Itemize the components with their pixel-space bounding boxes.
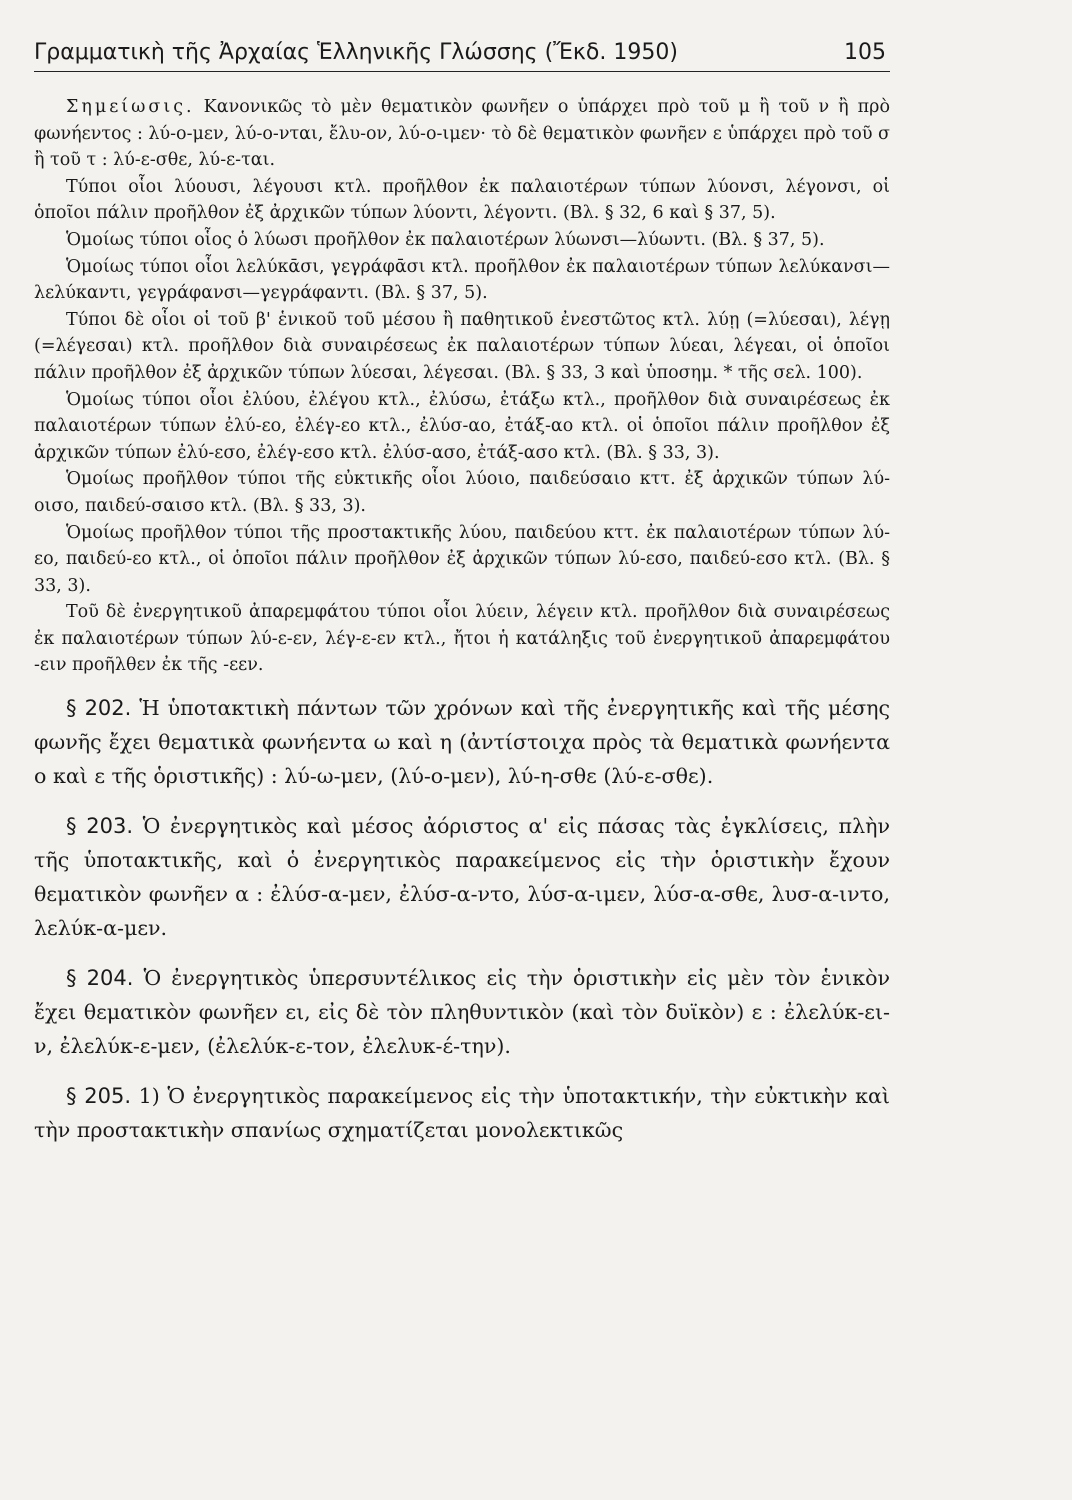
header-title: Γραμματικὴ τῆς Ἀρχαίας Ἑλληνικῆς Γλώσσης (Ἔκδ. 1950) [34, 40, 678, 65]
section-number: § 205. [66, 1084, 131, 1109]
page-number: 105 [844, 40, 886, 65]
section-202: § 202. Ἡ ὑποτακτικὴ πάντων τῶν χρόνων καὶ τῆς ἐνεργητικῆς καὶ τῆς μέσης φωνῆς ἔχει θεματικὰ φωνήεντα ω καὶ η (ἀντίστοιχα πρὸς τὰ θεματικὰ φωνήεντα ο καὶ ε τῆς ὁριστικῆς) : λύ-ω-μεν, (λύ-ο-μεν), λύ-η-σθε (λύ-ε-σθε). [34, 696, 891, 789]
main-text [34, 691, 890, 1147]
note-paragraph: Τοῦ δὲ ἐνεργητικοῦ ἀπαρεμφάτου τύποι οἷοι λύειν, λέγειν κτλ. προῆλθον διὰ συναιρέσεως ἐκ παλαιοτέρων τύπων λύ-ε-εν, λέγ-ε-εν κτλ., ἤτοι ἡ κατάληξις τοῦ ἐνεργητικοῦ ἀπαρεμφάτου -ειν προῆλθεν ἐκ τῆς -εεν. [34, 602, 890, 676]
note-paragraph: Ὁμοίως τύποι οἷοι ἐλύου, ἐλέγου κτλ., ἐλύσω, ἐτάξω κτλ., προῆλθον διὰ συναιρέσεως ἐκ παλαιοτέρων τύπων ἐλύ-εο, ἐλέγ-εο κτλ., ἐλύσ-αο, ἐτάξ-αο κτλ. οἱ ὁποῖοι πάλιν προῆλθον ἐξ ἀρχικῶν τύπων ἐλύ-εσο, ἐλέγ-εσο κτλ. ἐλύσ-ασο, ἐτάξ-ασο κτλ. (Βλ. § 33, 3). [34, 389, 890, 463]
section-number: § 204. [66, 966, 134, 991]
note-paragraph: Ὁμοίως τύποι οἷοι λελύκᾱσι, γεγράφᾱσι κτλ. προῆλθον ἐκ παλαιοτέρων τύπων λελύκανσι—λελύκαντι, γεγράφανσι—γεγράφαντι. (Βλ. § 37, 5). [34, 256, 890, 304]
section-number: § 202. [66, 696, 132, 721]
note-paragraph: Σημείωσις. Κανονικῶς τὸ μὲν θεματικὸν φωνῆεν ο ὑπάρχει πρὸ τοῦ μ ἢ τοῦ ν ἢ πρὸ φωνήεντος : λύ-ο-μεν, λύ-ο-νται, ἔλυ-ον, λύ-ο-ιμεν· τὸ δὲ θεματικὸν φωνῆεν ε ὑπάρχει πρὸ τοῦ σ ἢ τοῦ τ : λύ-ε-σθε, λύ-ε-ται. [34, 97, 890, 171]
note-block [34, 94, 890, 679]
note-paragraph: Τύποι δὲ οἷοι οἱ τοῦ β' ἑνικοῦ τοῦ μέσου ἢ παθητικοῦ ἐνεστῶτος κτλ. λύῃ (=λύεσαι), λέγῃ (=λέγεσαι) κτλ. προῆλθον διὰ συναιρέσεως ἐκ παλαιοτέρων τύπων λύεαι, λέγεαι, οἱ ὁποῖοι πάλιν προῆλθον ἐξ ἀρχικῶν τύπων λύεσαι, λέγεσαι. (Βλ. § 33, 3 καὶ ὑποσημ. * τῆς σελ. 100). [34, 309, 890, 383]
section-203: § 203. Ὁ ἐνεργητικὸς καὶ μέσος ἀόριστος α' εἰς πάσας τὰς ἐγκλίσεις, πλὴν τῆς ὑποτακτικῆς, καὶ ὁ ἐνεργητικὸς παρακείμενος εἰς τὴν ὁριστικὴν ἔχουν θεματικὸν φωνῆεν α : ἐλύσ-α-μεν, ἐλύσ-α-ντο, λύσ-α-ιμεν, λύσ-α-σθε, λυσ-α-ιντο, λελύκ-α-μεν. [34, 814, 891, 941]
note-paragraph: Ὁμοίως προῆλθον τύποι τῆς προστακτικῆς λύου, παιδεύου κττ. ἐκ παλαιοτέρων τύπων λύ-εο, παιδεύ-εο κτλ., οἱ ὁποῖοι πάλιν προῆλθον ἐξ ἀρχικῶν τύπων λύ-εσο, παιδεύ-εσο κτλ. (Βλ. § 33, 3). [34, 522, 890, 596]
section-205: § 205. 1) Ὁ ἐνεργητικὸς παρακείμενος εἰς τὴν ὑποτακτικήν, τὴν εὐκτικὴν καὶ τὴν προστακτικὴν σπανίως σχηματίζεται μονολεκτικῶς [34, 1084, 890, 1143]
page [34, 40, 890, 1147]
note-lead: Σημείωσις. [66, 97, 195, 117]
note-paragraph: Τύποι οἷοι λύουσι, λέγουσι κτλ. προῆλθον ἐκ παλαιοτέρων τύπων λύονσι, λέγονσι, οἱ ὁποῖοι πάλιν προῆλθον ἐξ ἀρχικῶν τύπων λύοντι, λέγοντι. (Βλ. § 32, 6 καὶ § 37, 5). [34, 176, 890, 224]
section-204: § 204. Ὁ ἐνεργητικὸς ὑπερσυντέλικος εἰς τὴν ὁριστικὴν εἰς μὲν τὸν ἑνικὸν ἔχει θεματικὸν φωνῆεν ει, εἰς δὲ τὸν πληθυντικὸν (καὶ τὸν δυϊκὸν) ε : ἐλελύκ-ει-ν, ἐλελύκ-ε-μεν, (ἐλελύκ-ε-τον, ἐλελυκ-έ-την). [34, 966, 890, 1059]
running-header [34, 40, 890, 72]
note-paragraph: Ὁμοίως τύποι οἷος ὁ λύωσι προῆλθον ἐκ παλαιοτέρων λύωνσι—λύωντι. (Βλ. § 37, 5). [66, 229, 825, 250]
note-paragraph: Ὁμοίως προῆλθον τύποι τῆς εὐκτικῆς οἷοι λύοιο, παιδεύσαιο κττ. ἐξ ἀρχικῶν τύπων λύ-οισο, παιδεύ-σαισο κτλ. (Βλ. § 33, 3). [34, 469, 890, 516]
section-number: § 203. [66, 814, 134, 839]
